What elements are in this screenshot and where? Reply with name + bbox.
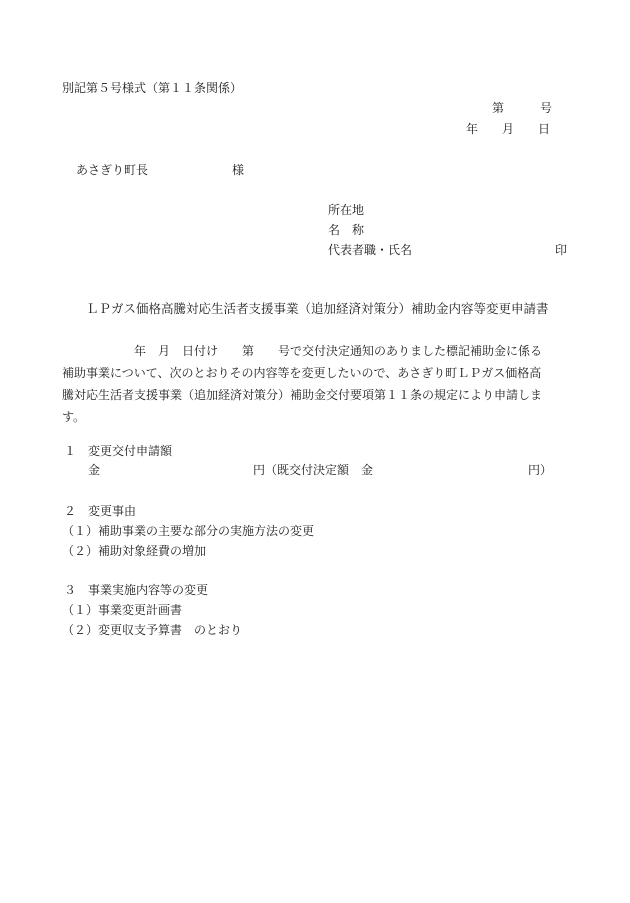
addressee: あさぎり町長 様 xyxy=(76,163,245,177)
list-item: （１）補助事業の主要な部分の実施方法の変更 xyxy=(62,524,315,538)
amount-closing: 円） xyxy=(528,463,553,477)
section-heading: ３ 事業実施内容等の変更 xyxy=(64,583,209,597)
body-line: 年 月 日付け 第 号で交付決定通知のありました標記補助金に係る xyxy=(62,344,543,358)
address-label: 所在地 xyxy=(328,203,365,217)
body-line: す。 xyxy=(62,410,86,424)
amount-suffix: 円（既交付決定額 金 xyxy=(253,463,374,477)
list-item: （２）変更収支予算書 のとおり xyxy=(62,623,243,637)
name-label: 名 称 xyxy=(328,223,365,237)
body-line: 騰対応生活者支援事業（追加経済対策分）補助金交付要項第１１条の規定により申請しま xyxy=(62,388,543,402)
amount-prefix: 金 xyxy=(88,463,101,477)
list-item: （１）事業変更計画書 xyxy=(62,603,183,617)
section-heading: ２ 変更事由 xyxy=(64,504,137,518)
document-title: ＬＰガス価格高騰対応生活者支援事業（追加経済対策分）補助金内容等変更申請書 xyxy=(86,301,549,316)
seal-mark: 印 xyxy=(555,243,568,257)
section-heading: １ 変更交付申請額 xyxy=(64,444,173,458)
representative-label: 代表者職・氏名 xyxy=(328,243,413,257)
list-item: （２）補助対象経費の増加 xyxy=(62,544,207,558)
form-label: 別記第５号様式（第１１条関係） xyxy=(62,81,243,95)
document-number: 第 号 xyxy=(492,101,553,115)
body-paragraph xyxy=(62,340,574,428)
document-date: 年 月 日 xyxy=(466,122,551,136)
body-line: 補助事業について、次のとおりその内容等を変更したいので、あさぎり町ＬＰガス価格高 xyxy=(62,366,542,380)
